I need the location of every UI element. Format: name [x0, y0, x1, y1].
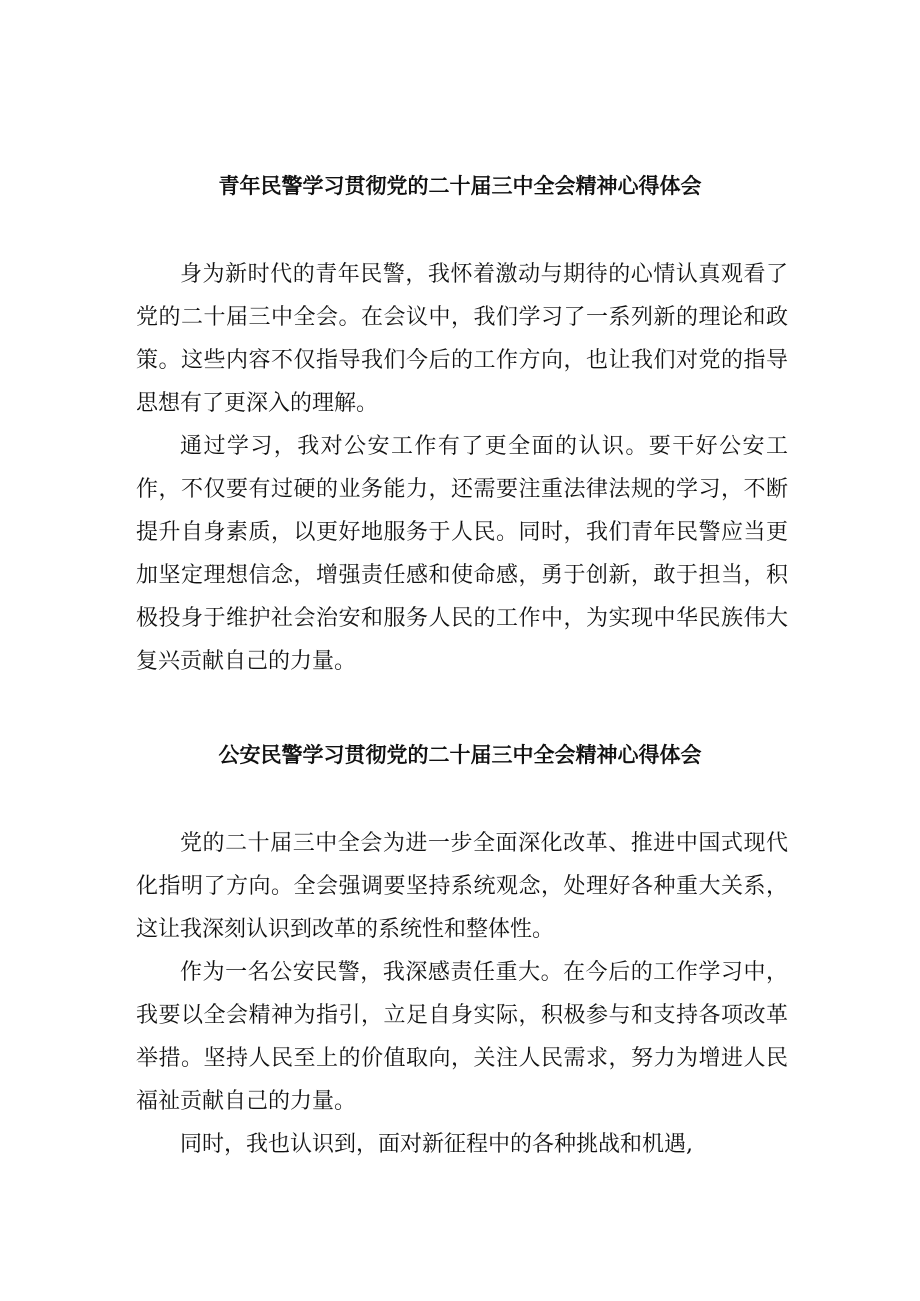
paragraph: 身为新时代的青年民警，我怀着激动与期待的心情认真观看了党的二十届三中全会。在会议中，我们学习了一系列新的理论和政策。这些内容不仅指导我们今后的工作方向，也让我们对党的指导思想有了更深入的理解。 — [136, 262, 788, 416]
section-title: 公安民警学习贯彻党的二十届三中全会精神心得体会 — [218, 742, 702, 767]
section-body — [136, 253, 788, 683]
paragraph: 同时，我也认识到，面对新征程中的各种挑战和机遇, — [180, 1132, 693, 1157]
paragraph: 党的二十届三中全会为进一步全面深化改革、推进中国式现代化指明了方向。全会强调要坚持系统观念，处理好各种重大关系，这让我深刻认识到改革的系统性和整体性。 — [136, 831, 788, 942]
section-title: 青年民警学习贯彻党的二十届三中全会精神心得体会 — [218, 173, 702, 198]
paragraph: 作为一名公安民警，我深感责任重大。在今后的工作学习中，我要以全会精神为指引，立足自身实际，积极参与和支持各项改革举措。坚持人民至上的价值取向，关注人民需求，努力为增进人民福祉贡献自己的力量。 — [136, 960, 788, 1114]
section-body — [136, 822, 788, 1166]
paragraph: 通过学习，我对公安工作有了更全面的认识。要干好公安工作，不仅要有过硬的业务能力，还需要注重法律法规的学习，不断提升自身素质，以更好地服务于人民。同时，我们青年民警应当更加坚定理想信念，增强责任感和使命感，勇于创新，敢于担当，积极投身于维护社会治安和服务人民的工作中，为实现中华民族伟大复兴贡献自己的力量。 — [136, 434, 788, 674]
